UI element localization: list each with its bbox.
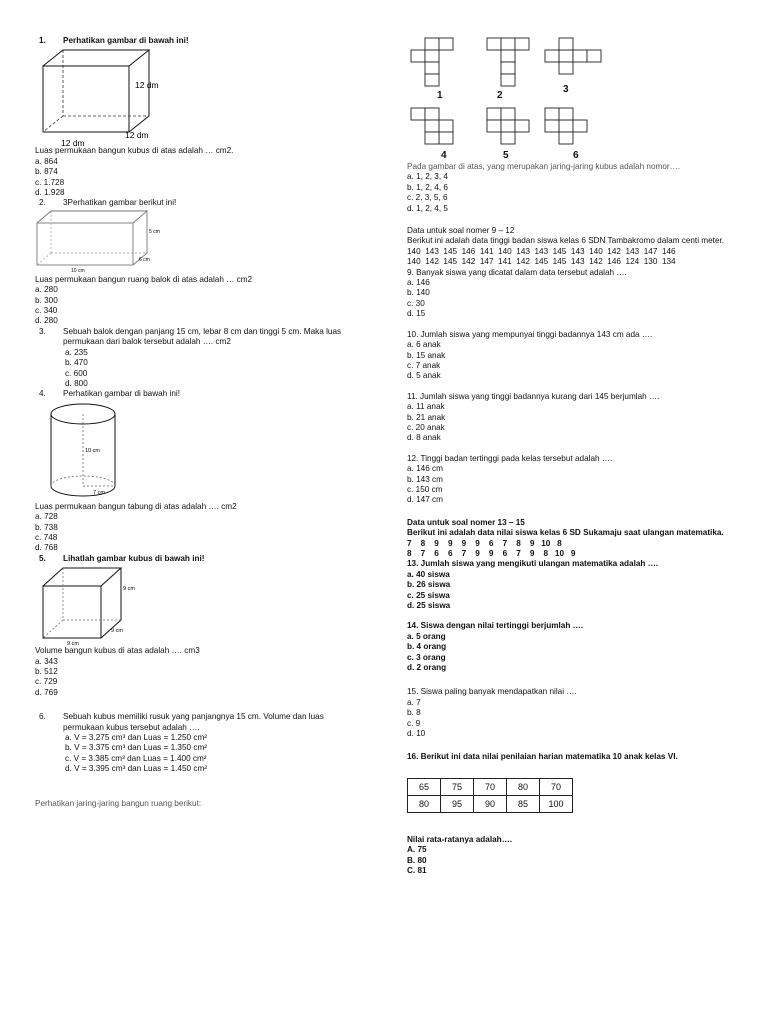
option-c[interactable]: c. 748 xyxy=(35,532,58,542)
question-10 xyxy=(407,330,743,382)
dimension-label: 12 dm xyxy=(61,138,85,147)
left-column xyxy=(35,36,365,809)
net-label: 6 xyxy=(573,150,579,161)
question-number: 6. xyxy=(39,712,46,722)
cube-figure xyxy=(35,46,195,146)
cube-front-face xyxy=(43,66,129,132)
net-label: 5 xyxy=(503,150,509,161)
dimension-label: 12 dm xyxy=(135,80,159,91)
option-d[interactable]: d. 768 xyxy=(35,543,58,553)
question-9 xyxy=(407,268,743,320)
question-prompt: Luas permukaan bangun tabung di atas adalah …. cm2 xyxy=(35,501,237,511)
question-subprompt: Nilai rata-ratanya adalah…. xyxy=(407,834,513,844)
question-16 xyxy=(407,752,743,877)
option-c[interactable]: c. 2, 3, 5, 6 xyxy=(407,193,448,203)
option-c[interactable]: c. 3 orang xyxy=(407,652,446,662)
option-c[interactable]: c. V = 3.385 cm³ dan Luas = 1.400 cm² xyxy=(65,753,207,763)
option-d[interactable]: d. 5 anak xyxy=(407,371,441,381)
table-cell: 75 xyxy=(441,778,474,795)
net-label: 4 xyxy=(441,150,447,161)
question-12 xyxy=(407,454,743,506)
question-text: 3Perhatikan gambar berikut ini! xyxy=(63,198,177,208)
option-a[interactable]: a. 864 xyxy=(35,156,58,166)
table-row xyxy=(408,778,573,795)
option-b[interactable]: B. 80 xyxy=(407,855,427,865)
table-cell: 70 xyxy=(540,778,573,795)
question-4 xyxy=(35,389,365,553)
option-a[interactable]: a. 146 cm xyxy=(407,464,443,474)
option-a[interactable]: a. 728 xyxy=(35,512,58,522)
question-6 xyxy=(35,712,365,774)
question-number: 2. xyxy=(39,198,46,208)
table-cell: 90 xyxy=(474,795,507,812)
option-d[interactable]: d. 1.928 xyxy=(35,188,65,198)
table-cell: 100 xyxy=(540,795,573,812)
option-b[interactable]: b. 512 xyxy=(35,666,58,676)
option-b[interactable]: b. 1, 2, 4, 6 xyxy=(407,182,448,192)
option-c[interactable]: c. 150 cm xyxy=(407,484,443,494)
cuboid-figure xyxy=(35,209,175,275)
option-a[interactable]: a. 6 anak xyxy=(407,340,441,350)
dimension-label: 6 cm xyxy=(139,256,150,263)
question-prompt: 13. Jumlah siswa yang mengikuti ulangan matematika adalah …. xyxy=(407,559,659,569)
option-d[interactable]: d. 15 xyxy=(407,309,426,319)
option-c[interactable]: c. 600 xyxy=(65,368,88,378)
question-prompt: Luas permukaan bangun ruang balok di atas adalah … cm2 xyxy=(35,274,253,284)
question-number: 1. xyxy=(39,36,46,45)
option-c[interactable]: c. 30 xyxy=(407,298,425,308)
question-number: 5. xyxy=(39,553,46,563)
question-number: 3. xyxy=(39,326,46,336)
dimension-label: 10 cm xyxy=(85,447,100,454)
net-label: 1 xyxy=(437,90,443,101)
option-a[interactable]: a. V = 3.275 cm³ dan Luas = 1.250 cm² xyxy=(65,733,207,742)
option-b[interactable]: b. 26 siswa xyxy=(407,580,451,590)
option-a[interactable]: a. 343 xyxy=(35,656,58,666)
option-c[interactable]: c. 1.728 xyxy=(35,177,65,187)
question-1 xyxy=(35,36,365,198)
option-b[interactable]: b. 21 anak xyxy=(407,412,446,422)
dimension-label: 5 cm xyxy=(149,228,160,235)
net-intro-text: Perhatikan jaring-jaring bangun ruang berikut: xyxy=(35,798,202,808)
option-d[interactable]: d. 280 xyxy=(35,316,58,326)
data-block-1 xyxy=(407,226,743,268)
data-row: 8 7 6 6 7 9 9 6 7 9 8 10 9 xyxy=(407,549,576,558)
table-cell: 65 xyxy=(408,778,441,795)
table-cell: 85 xyxy=(507,795,540,812)
data-block-2 xyxy=(407,518,743,560)
table-cell: 80 xyxy=(507,778,540,795)
option-b[interactable]: b. 4 orang xyxy=(407,642,447,652)
data-heading: Data untuk soal nomer 9 – 12 xyxy=(407,226,515,236)
option-a[interactable]: a. 11 anak xyxy=(407,402,445,412)
question-3 xyxy=(35,327,365,389)
question-11 xyxy=(407,392,743,444)
option-c[interactable]: c. 20 anak xyxy=(407,422,445,432)
net-label: 2 xyxy=(497,90,503,101)
option-c[interactable]: c. 729 xyxy=(35,677,58,687)
question-prompt: 14. Siswa dengan nilai tertinggi berjumlah …. xyxy=(407,621,584,631)
option-c[interactable]: c. 9 xyxy=(407,718,421,728)
option-b[interactable]: b. 8 xyxy=(407,708,421,718)
question-text: Lihatlah gambar kubus di bawah ini! xyxy=(63,553,205,563)
option-b[interactable]: b. 300 xyxy=(35,295,58,305)
option-d[interactable]: d. 2 orang xyxy=(407,663,447,673)
option-b[interactable]: b. 143 cm xyxy=(407,474,443,484)
cylinder-figure xyxy=(43,400,153,502)
question-prompt: Luas permukaan bangun kubus di atas adalah … cm2. xyxy=(35,146,234,156)
option-b[interactable]: b. 140 xyxy=(407,288,430,298)
option-d[interactable]: d. V = 3.395 cm³ dan Luas = 1.450 cm² xyxy=(65,764,207,774)
question-prompt: 12. Tinggi badan tertinggi pada kelas tersebut adalah …. xyxy=(407,453,613,463)
table-cell: 95 xyxy=(441,795,474,812)
dimension-label: 10 cm xyxy=(71,267,85,274)
question-5 xyxy=(35,554,365,698)
option-b[interactable]: b. 874 xyxy=(35,167,58,177)
dimension-label: 9 cm xyxy=(67,641,79,647)
question-14 xyxy=(407,621,743,673)
data-row: 7 8 9 9 9 9 6 7 8 9 10 8 xyxy=(407,538,562,548)
table-cell: 70 xyxy=(474,778,507,795)
question-prompt: Pada gambar di atas, yang merupakan jaring-jaring kubus adalah nomor…. xyxy=(407,162,681,171)
question-7 xyxy=(407,162,743,214)
question-15 xyxy=(407,687,743,739)
option-c[interactable]: C. 81 xyxy=(407,866,427,876)
option-a[interactable]: A. 75 xyxy=(407,845,427,855)
question-number: 4. xyxy=(39,389,46,399)
option-a[interactable]: a. 146 xyxy=(407,278,430,288)
option-a[interactable]: a. 5 orang xyxy=(407,631,446,641)
option-c[interactable]: c. 25 siswa xyxy=(407,590,450,600)
question-prompt: Volume bangun kubus di atas adalah …. cm3 xyxy=(35,646,200,656)
option-a[interactable]: a. 235 xyxy=(65,347,88,357)
option-b[interactable]: b. 470 xyxy=(65,358,88,368)
option-b[interactable]: b. 15 anak xyxy=(407,350,446,360)
option-b[interactable]: b. 738 xyxy=(35,522,58,532)
net-label: 3 xyxy=(563,84,569,95)
dimension-label: 7 cm xyxy=(93,489,105,496)
question-text: Perhatikan gambar di bawah ini! xyxy=(63,36,189,45)
question-prompt: 11. Jumlah siswa yang tinggi badannya kurang dari 145 berjumlah …. xyxy=(407,391,660,401)
data-row: 140 143 145 146 141 140 143 143 145 143 140 142 143 147 146 xyxy=(407,246,676,256)
dimension-label: 9 cm xyxy=(111,628,123,635)
option-d[interactable]: d. 800 xyxy=(65,378,88,388)
option-d[interactable]: d. 147 cm xyxy=(407,495,443,505)
option-d[interactable]: d. 769 xyxy=(35,687,58,697)
option-a[interactable]: a. 7 xyxy=(407,697,421,707)
option-d[interactable]: d. 25 siswa xyxy=(407,601,451,611)
question-text: Sebuah kubus memiliki rusuk yang panjangnya 15 cm. Volume dan luas permukaan kubus tersebut adalah …. xyxy=(63,712,324,732)
option-a[interactable]: a. 280 xyxy=(35,285,58,295)
cube-figure xyxy=(39,564,149,646)
option-a[interactable]: a. 40 siswa xyxy=(407,569,450,579)
question-text: Sebuah balok dengan panjang 15 cm, lebar 8 cm dan tinggi 5 cm. Maka luas permukaan dari balok tersebut adalah …. cm2 xyxy=(63,326,342,347)
table-cell: 80 xyxy=(408,795,441,812)
question-text: Perhatikan gambar di bawah ini! xyxy=(63,389,180,399)
dimension-label: 12 dm xyxy=(125,130,149,141)
data-heading: Data untuk soal nomer 13 – 15 xyxy=(407,517,525,527)
option-c[interactable]: c. 340 xyxy=(35,306,58,316)
table-row xyxy=(408,795,573,812)
option-c[interactable]: c. 7 anak xyxy=(407,360,441,370)
question-2 xyxy=(35,198,365,326)
right-column xyxy=(407,36,743,877)
dimension-label: 9 cm xyxy=(123,586,135,593)
option-a[interactable]: a. 1, 2, 3, 4 xyxy=(407,172,448,182)
option-d[interactable]: d. 1, 2, 4, 5 xyxy=(407,203,448,213)
option-d[interactable]: d. 10 xyxy=(407,729,426,739)
scores-table xyxy=(407,778,573,813)
option-b[interactable]: b. V = 3.375 cm³ dan Luas = 1.350 cm² xyxy=(65,743,207,753)
question-prompt: 15. Siswa paling banyak mendapatkan nilai …. xyxy=(407,687,577,697)
question-13 xyxy=(407,559,743,611)
data-description: Berikut ini adalah data nilai siswa kelas 6 SD Sukamaju saat ulangan matematika. xyxy=(407,528,724,538)
question-prompt: 10. Jumlah siswa yang mempunyai tinggi badannya 143 cm ada …. xyxy=(407,329,653,339)
data-description: Berikut ini adalah data tinggi badan siswa kelas 6 SDN Tambakromo dalam centi meter. xyxy=(407,236,725,246)
question-prompt: 9. Banyak siswa yang dicatat dalam data tersebut adalah …. xyxy=(407,267,627,277)
option-d[interactable]: d. 8 anak xyxy=(407,433,441,443)
data-row: 140 142 145 142 147 141 142 145 145 143 142 146 124 130 134 xyxy=(407,257,676,267)
cube-nets-figure xyxy=(407,36,617,162)
question-prompt: 16. Berikut ini data nilai penilaian harian matematika 10 anak kelas VI. xyxy=(407,751,678,761)
